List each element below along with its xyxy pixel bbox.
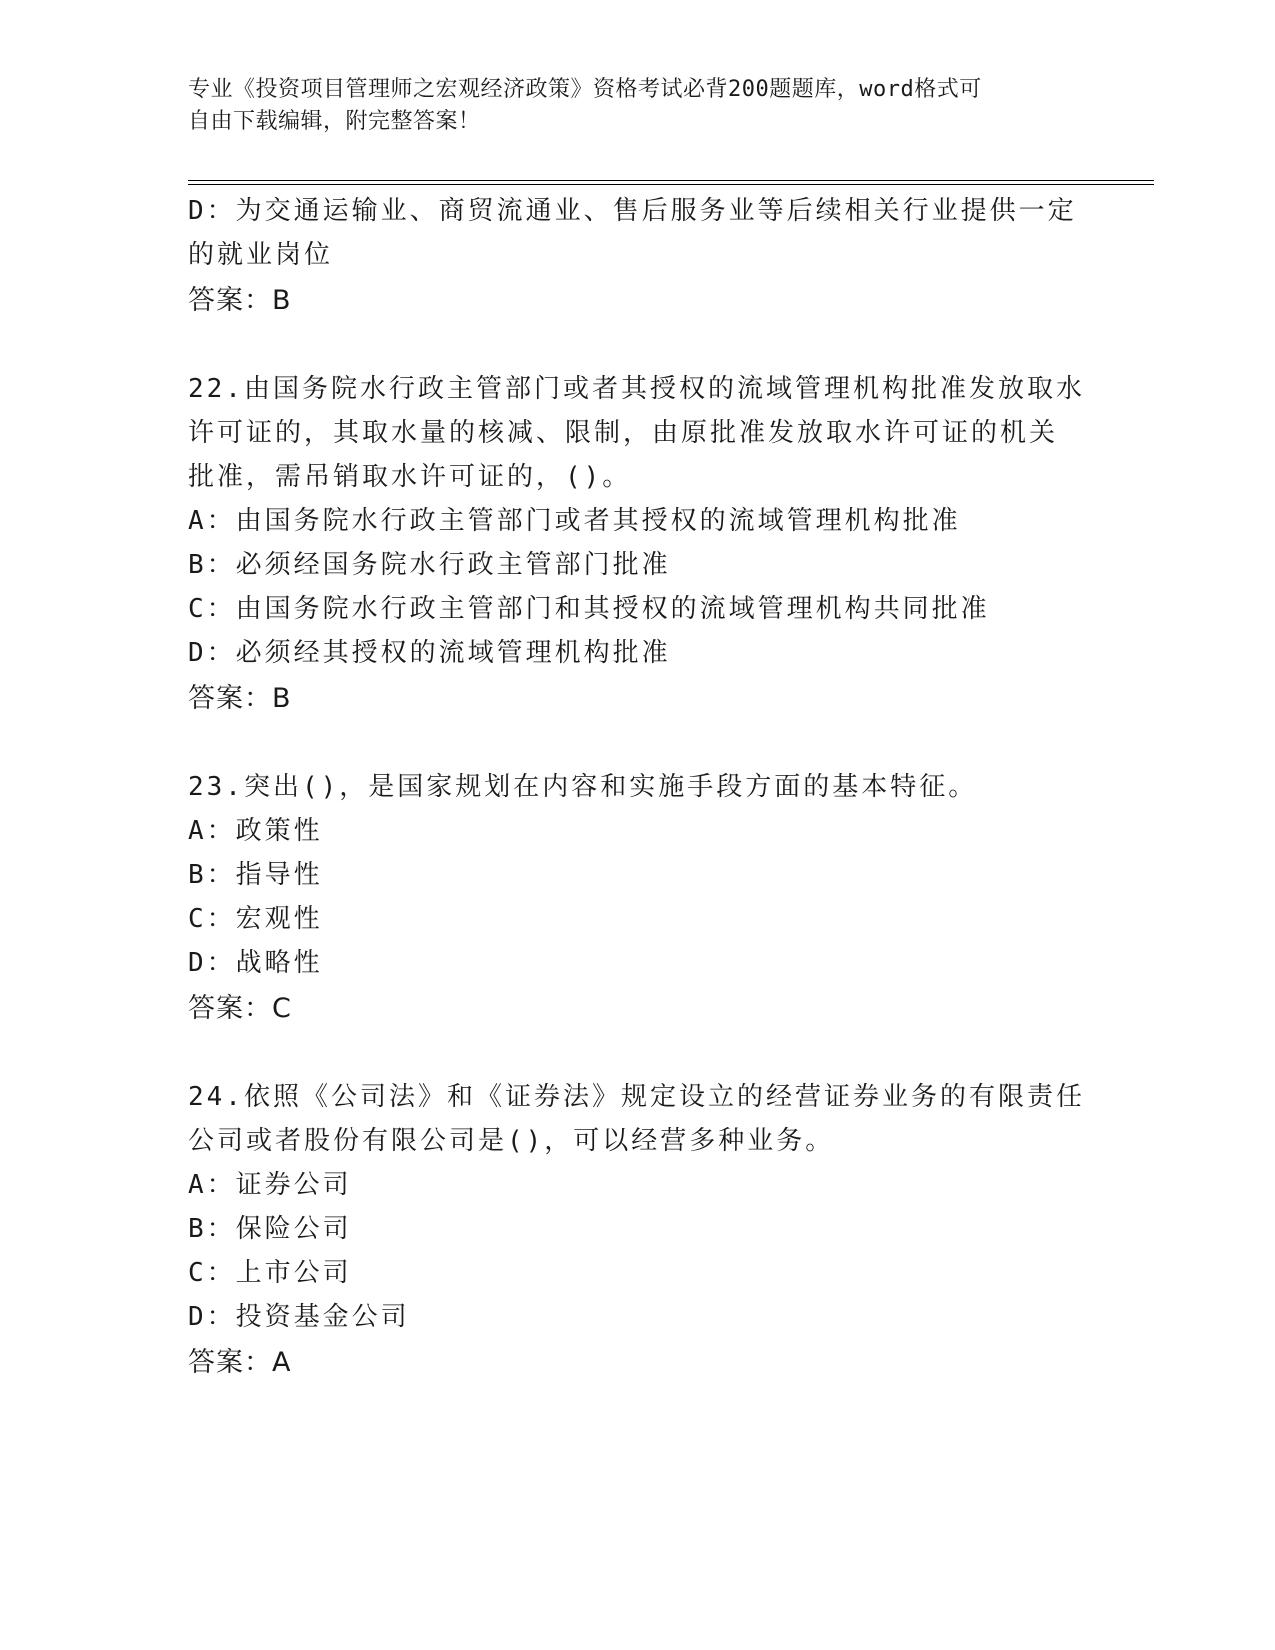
- document-header: [188, 74, 1088, 138]
- header-divider-top: [188, 180, 1154, 181]
- header-line-2: 自由下载编辑，附完整答案！: [188, 109, 481, 134]
- question-24-option-c: C：上市公司: [188, 1258, 352, 1288]
- continued-answer: 答案：B: [188, 285, 292, 316]
- question-22-option-c: C：由国务院水行政主管部门和其授权的流域管理机构共同批准: [188, 594, 990, 624]
- question-24-option-a: A：证券公司: [188, 1170, 352, 1200]
- header-line-1: 专业《投资项目管理师之宏观经济政策》资格考试必背200题题库，word格式可: [188, 77, 982, 102]
- question-23-option-a: A：政策性: [188, 816, 323, 846]
- question-22-stem-line-3: 批准，需吊销取水许可证的，()。: [188, 462, 632, 492]
- question-22-option-d: D：必须经其授权的流域管理机构批准: [188, 638, 671, 668]
- question-23-option-b: B：指导性: [188, 860, 323, 890]
- question-22-option-b: B：必须经国务院水行政主管部门批准: [188, 550, 671, 580]
- question-23-option-d: D：战略性: [188, 948, 323, 978]
- question-24-option-d: D：投资基金公司: [188, 1302, 410, 1332]
- question-24-option-b: B：保险公司: [188, 1214, 352, 1244]
- question-24-stem-line-2: 公司或者股份有限公司是()，可以经营多种业务。: [188, 1126, 835, 1156]
- question-22-answer: 答案：B: [188, 683, 292, 714]
- header-divider-bottom: [188, 184, 1154, 185]
- question-23-answer: 答案：C: [188, 993, 292, 1024]
- continued-option-d-line-2: 的就业岗位: [188, 240, 334, 270]
- question-23-stem-line-1: 23.突出()，是国家规划在内容和实施手段方面的基本特征。: [188, 772, 978, 802]
- continued-option-d-line-1: D：为交通运输业、商贸流通业、售后服务业等后续相关行业提供一定: [188, 196, 1077, 226]
- question-22-option-a: A：由国务院水行政主管部门或者其授权的流域管理机构批准: [188, 506, 961, 536]
- question-23-option-c: C：宏观性: [188, 904, 323, 934]
- question-22-stem-line-1: 22.由国务院水行政主管部门或者其授权的流域管理机构批准发放取水: [188, 374, 1085, 404]
- question-24-stem-line-1: 24.依照《公司法》和《证券法》规定设立的经营证券业务的有限责任: [188, 1082, 1085, 1112]
- question-22-stem-line-2: 许可证的，其取水量的核减、限制，由原批准发放取水许可证的机关: [188, 418, 1059, 448]
- question-24-answer: 答案：A: [188, 1347, 292, 1378]
